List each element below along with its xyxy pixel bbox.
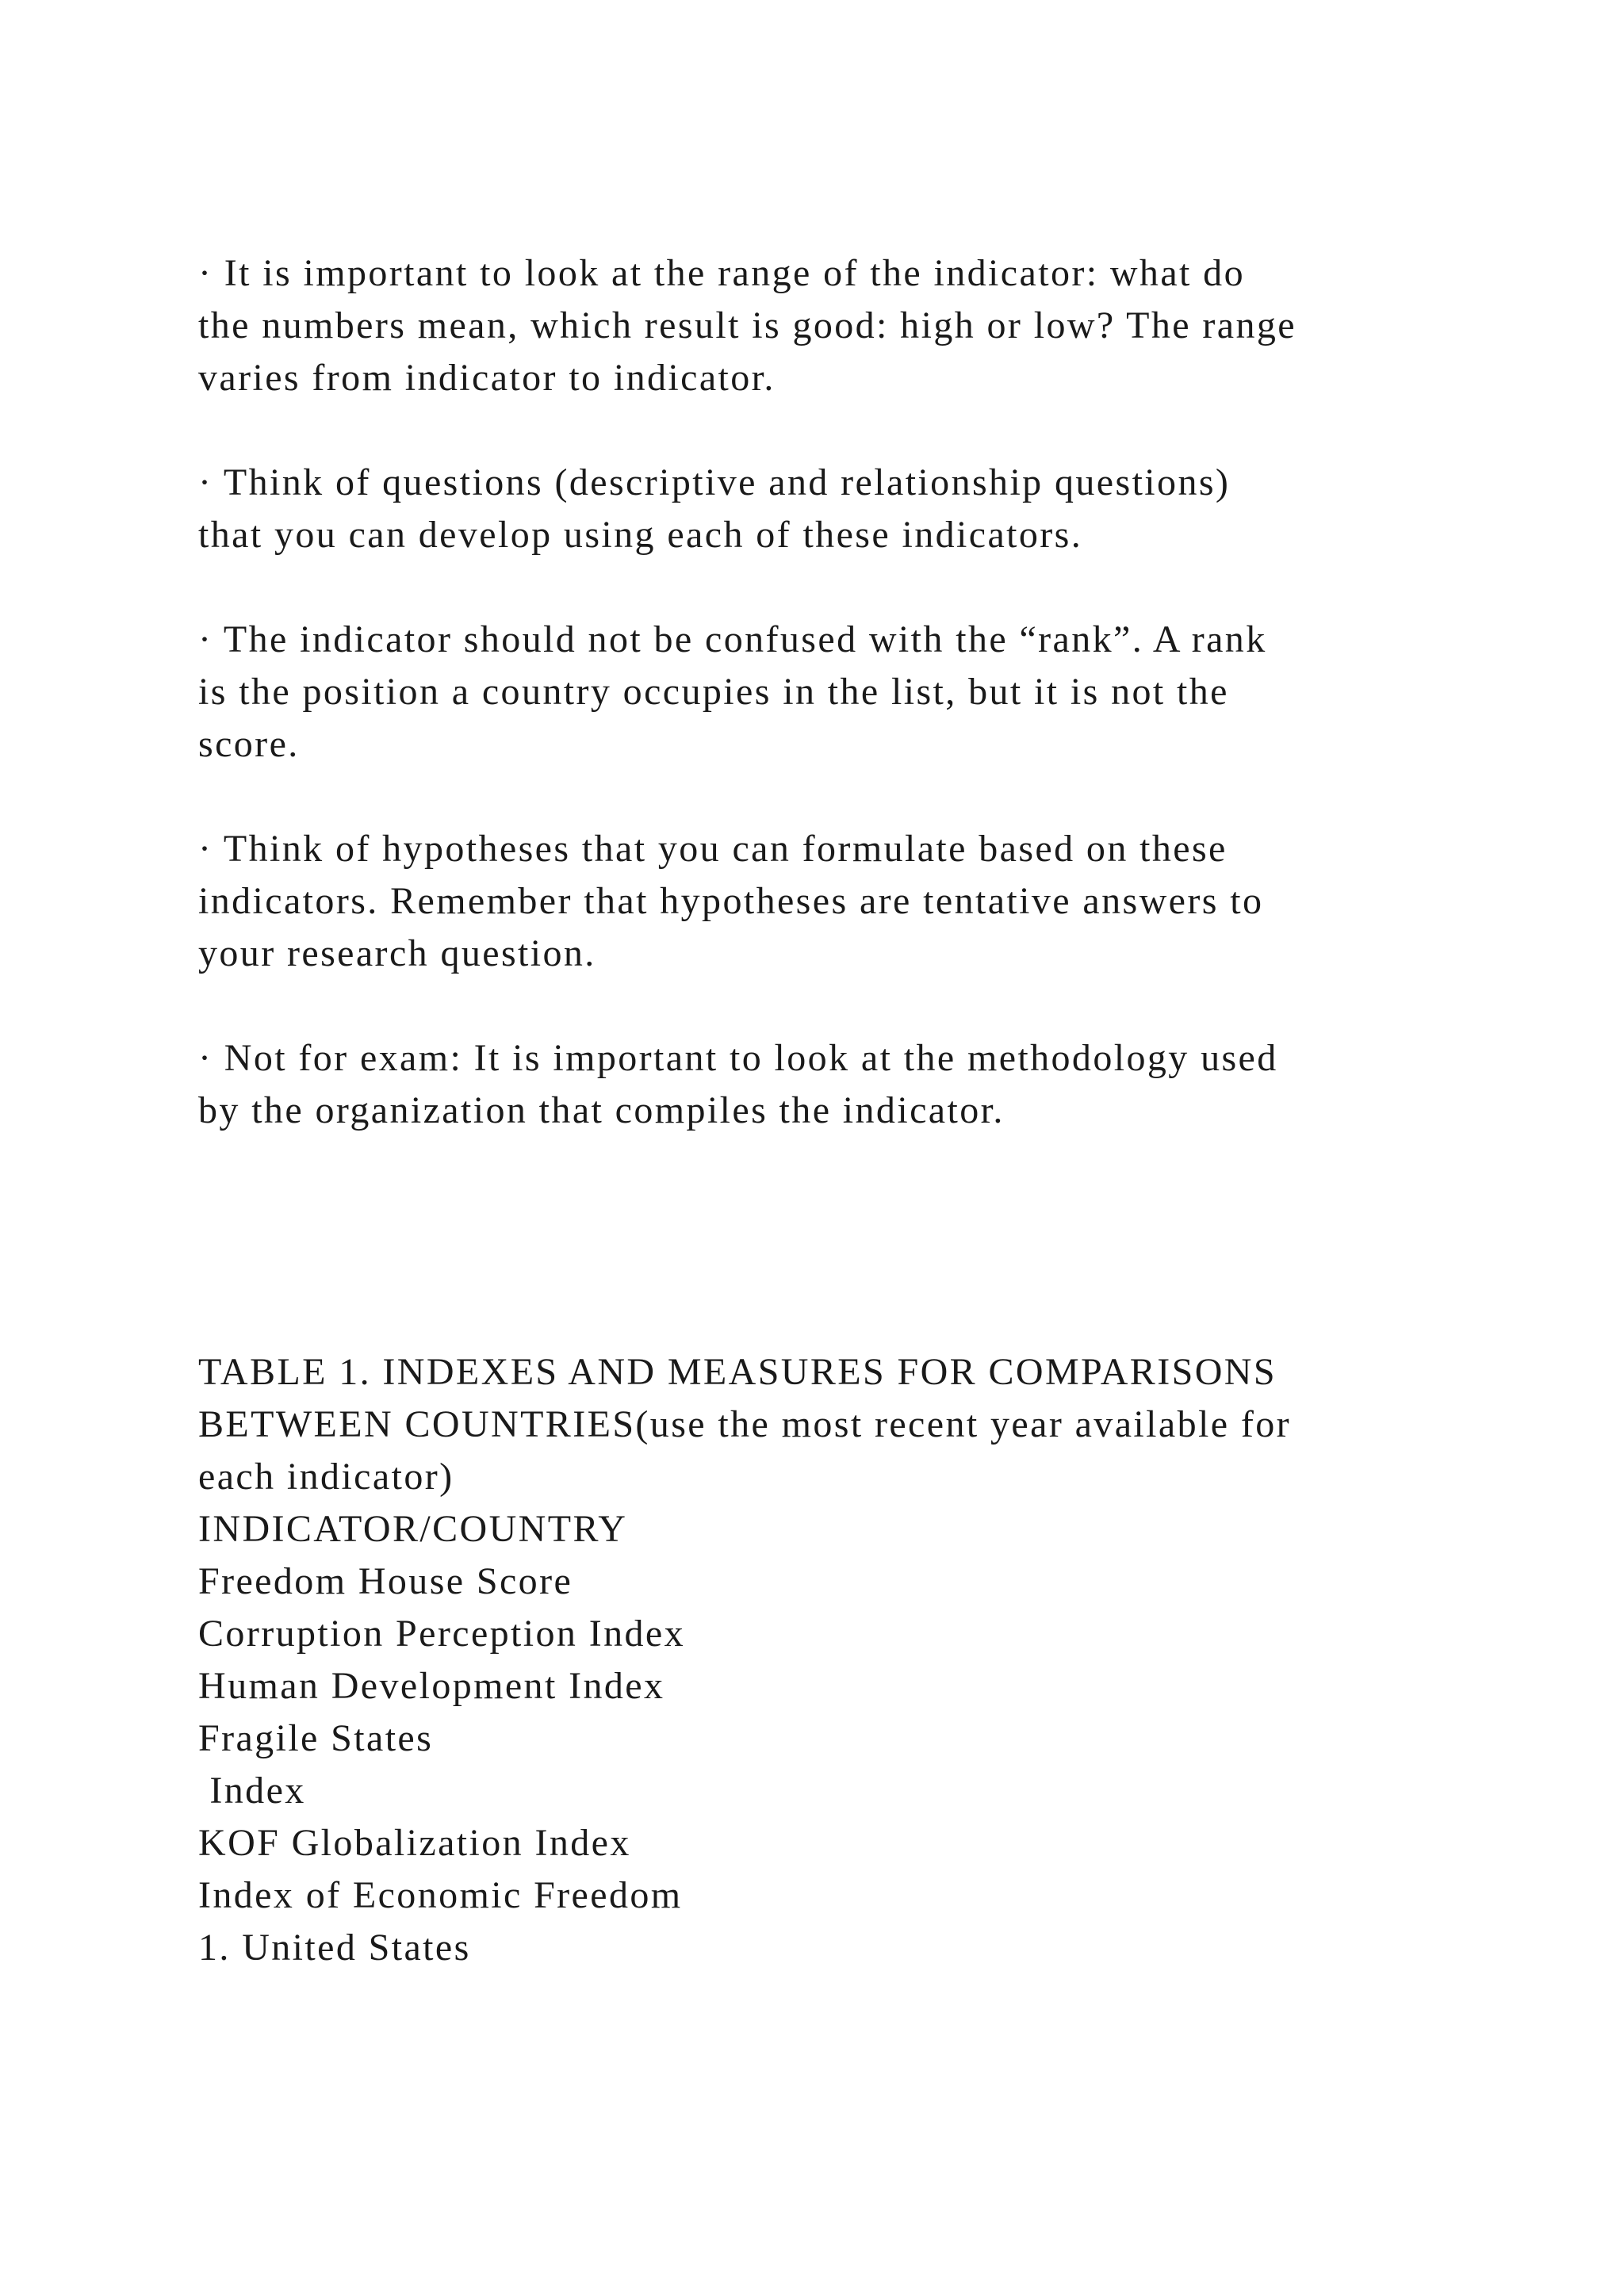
indicator-economic-freedom: Index of Economic Freedom bbox=[198, 1874, 683, 1916]
bullet-line: · Not for exam: It is important to look at the methodology used bbox=[198, 1037, 1278, 1079]
paragraph-gap bbox=[198, 404, 1451, 457]
bullet-line: is the position a country occupies in the list, but it is not the bbox=[198, 671, 1229, 713]
bullet-range bbox=[198, 247, 1451, 404]
paragraph-gap bbox=[198, 561, 1451, 614]
section-break bbox=[198, 1137, 1451, 1346]
document-page bbox=[198, 247, 1451, 1974]
bullet-line: · The indicator should not be confused with the “rank”. A rank bbox=[198, 618, 1267, 660]
bullet-line: · It is important to look at the range of the indicator: what do bbox=[198, 252, 1245, 294]
table-section bbox=[198, 1346, 1451, 1974]
paragraph-gap bbox=[198, 771, 1451, 823]
bullet-line: the numbers mean, which result is good: high or low? The range bbox=[198, 304, 1297, 346]
bullet-line: · Think of hypotheses that you can formulate based on these bbox=[198, 828, 1228, 870]
bullet-methodology bbox=[198, 1032, 1451, 1137]
indicator-corruption-perception: Corruption Perception Index bbox=[198, 1613, 686, 1655]
table-title-line: BETWEEN COUNTRIES(use the most recent year available for bbox=[198, 1403, 1291, 1445]
country-row: 1. United States bbox=[198, 1927, 471, 1969]
table-title-line: each indicator) bbox=[198, 1456, 454, 1498]
bullet-line: · Think of questions (descriptive and relationship questions) bbox=[198, 461, 1231, 503]
bullet-questions bbox=[198, 457, 1451, 561]
bullet-line: that you can develop using each of these indicators. bbox=[198, 514, 1083, 556]
bullet-line: score. bbox=[198, 723, 300, 765]
bullet-rank bbox=[198, 614, 1451, 771]
bullet-line: by the organization that compiles the indicator. bbox=[198, 1089, 1005, 1131]
table-title-line: TABLE 1. INDEXES AND MEASURES FOR COMPARISONS bbox=[198, 1351, 1277, 1393]
bullet-line: varies from indicator to indicator. bbox=[198, 357, 776, 399]
indicator-fragile-states: Fragile States bbox=[198, 1717, 434, 1759]
table-header: INDICATOR/COUNTRY bbox=[198, 1508, 628, 1550]
bullet-line: indicators. Remember that hypotheses are tentative answers to bbox=[198, 880, 1264, 922]
bullet-line: your research question. bbox=[198, 932, 596, 974]
indicator-freedom-house: Freedom House Score bbox=[198, 1560, 573, 1602]
indicator-kof-globalization: KOF Globalization Index bbox=[198, 1822, 631, 1864]
indicator-fragile-states-cont: Index bbox=[198, 1770, 306, 1812]
bullet-hypotheses bbox=[198, 823, 1451, 980]
paragraph-gap bbox=[198, 980, 1451, 1032]
indicator-human-development: Human Development Index bbox=[198, 1665, 665, 1707]
